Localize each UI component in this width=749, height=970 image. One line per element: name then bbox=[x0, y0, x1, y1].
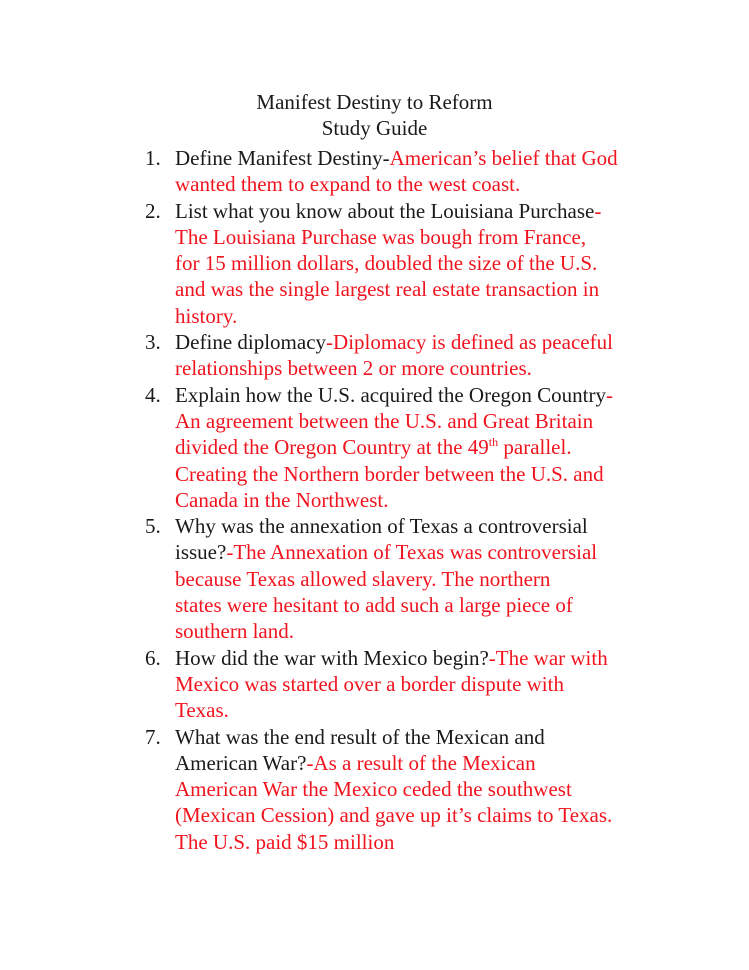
document-subtitle: Study Guide bbox=[321, 116, 428, 140]
answer-text: American’s belief that God bbox=[389, 146, 618, 170]
text-line bbox=[175, 829, 705, 855]
text-line bbox=[175, 355, 705, 381]
answer-text: -Diplomacy is defined as peaceful bbox=[326, 330, 613, 355]
text-line bbox=[175, 250, 705, 276]
text-line bbox=[175, 539, 705, 565]
item-number: 2. bbox=[145, 198, 161, 223]
text-line bbox=[175, 802, 705, 828]
text-line bbox=[175, 171, 705, 197]
question-text: What was the end result of the Mexican and bbox=[175, 724, 545, 749]
question-text: issue? bbox=[175, 540, 227, 565]
item-number: 7. bbox=[145, 724, 161, 749]
text-line bbox=[175, 776, 705, 802]
text-line bbox=[175, 697, 705, 723]
question-text: List what you know about the Louisiana Purchase bbox=[175, 198, 595, 223]
text-line bbox=[175, 618, 705, 644]
item-number: 4. bbox=[145, 382, 161, 407]
answer-text: Canada in the Northwest. bbox=[175, 487, 389, 512]
text-line bbox=[175, 198, 705, 224]
answer-text: -As a result of the Mexican bbox=[306, 750, 536, 775]
answer-text: Texas. bbox=[175, 698, 229, 723]
text-line bbox=[175, 592, 705, 618]
question-text: Define Manifest Destiny- bbox=[175, 146, 390, 170]
question-item bbox=[145, 198, 705, 329]
question-text: How did the war with Mexico begin? bbox=[175, 645, 489, 670]
text-line bbox=[175, 408, 705, 434]
text-line bbox=[175, 487, 705, 513]
answer-text: -The war with bbox=[488, 645, 608, 670]
text-line bbox=[175, 145, 705, 171]
answer-text: An agreement between the U.S. and Great Britain bbox=[175, 408, 594, 433]
answer-text: for 15 million dollars, doubled the size of the U.S. bbox=[175, 251, 598, 276]
question-text: Define diplomacy bbox=[175, 330, 327, 355]
document-title: Manifest Destiny to Reform bbox=[256, 90, 493, 114]
question-item bbox=[145, 145, 705, 198]
answer-text: states were hesitant to add such a large piece of bbox=[175, 593, 573, 618]
answer-text: Mexico was started over a border dispute with bbox=[175, 671, 564, 696]
text-line bbox=[175, 724, 705, 750]
text-line bbox=[175, 671, 705, 697]
text-line bbox=[175, 566, 705, 592]
question-item bbox=[145, 513, 705, 644]
text-line bbox=[175, 329, 705, 355]
answer-text: wanted them to expand to the west coast. bbox=[175, 172, 521, 197]
text-line bbox=[175, 434, 705, 460]
question-list bbox=[145, 145, 705, 855]
text-line bbox=[175, 276, 705, 302]
text-line bbox=[175, 382, 705, 408]
answer-text: American War the Mexico ceded the southwest bbox=[175, 777, 572, 802]
text-line bbox=[175, 513, 705, 539]
question-item bbox=[145, 382, 705, 513]
answer-text: divided the Oregon Country at the 49 bbox=[175, 435, 489, 460]
answer-text: parallel. bbox=[498, 435, 572, 460]
answer-text: history. bbox=[175, 303, 238, 328]
answer-text: The U.S. paid $15 million bbox=[175, 829, 395, 854]
question-text: Explain how the U.S. acquired the Oregon Country bbox=[175, 382, 606, 407]
text-line bbox=[175, 461, 705, 487]
answer-text: - bbox=[594, 198, 602, 223]
text-line bbox=[175, 303, 705, 329]
answer-text: Creating the Northern border between the U.S. and bbox=[175, 461, 604, 486]
item-number: 6. bbox=[145, 645, 161, 670]
question-item bbox=[145, 724, 705, 855]
answer-text: because Texas allowed slavery. The northern bbox=[175, 566, 551, 591]
answer-text: The Louisiana Purchase was bough from France, bbox=[175, 224, 587, 249]
answer-text: - bbox=[606, 382, 613, 407]
question-text: American War? bbox=[175, 750, 307, 775]
question-item bbox=[145, 329, 705, 382]
answer-text: (Mexican Cession) and gave up it’s claims to Texas. bbox=[175, 803, 613, 828]
answer-text: and was the single largest real estate transaction in bbox=[175, 277, 600, 302]
item-number: 5. bbox=[145, 514, 161, 539]
answer-text: th bbox=[488, 435, 499, 450]
text-line bbox=[175, 750, 705, 776]
text-line bbox=[175, 645, 705, 671]
answer-text: relationships between 2 or more countries. bbox=[175, 356, 532, 381]
item-number: 3. bbox=[145, 330, 161, 355]
answer-text: -The Annexation of Texas was controversial bbox=[226, 540, 598, 565]
question-item bbox=[145, 645, 705, 724]
text-line bbox=[175, 224, 705, 250]
item-number: 1. bbox=[145, 146, 161, 170]
question-text: Why was the annexation of Texas a controversial bbox=[175, 514, 588, 539]
answer-text: southern land. bbox=[175, 619, 294, 644]
